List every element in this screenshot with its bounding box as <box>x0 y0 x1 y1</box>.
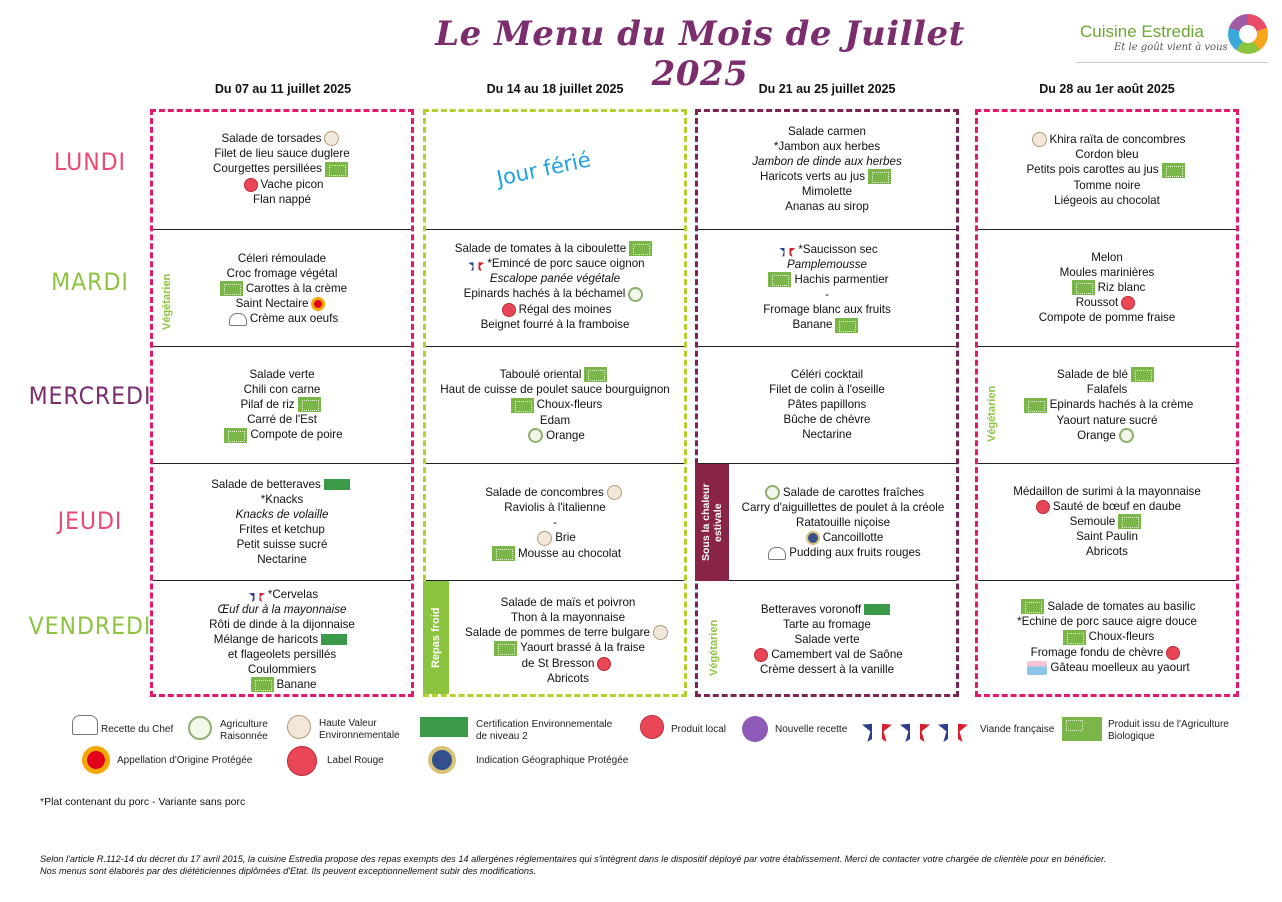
menu-item: Petits pois carottes au jus <box>978 162 1236 177</box>
menu-cell-w4-mercredi <box>978 347 1236 464</box>
allergen-note: Selon l'article R.112-14 du décret du 17 avril 2015, la cuisine Estredia propose des repas exempts des 14 allergènes réglementaires qui s'intègrent dans le dispositif déployé par votre établissement. Merci de contacter votre chargée de clientèle pour en bénéficier. <box>40 854 1107 864</box>
menu-item: Camembert val de Saône <box>698 647 956 662</box>
menu-item: Frites et ketchup <box>239 523 325 536</box>
menu-cell-w1-vendredi <box>153 581 411 694</box>
certif-env-icon <box>321 634 347 645</box>
week-column-2 <box>423 109 687 697</box>
menu-item: Pudding aux fruits rouges <box>730 545 956 560</box>
menu-items <box>153 367 411 443</box>
menu-cell-w2-jeudi <box>426 464 684 581</box>
menu-item: Pâtes papillons <box>787 398 867 411</box>
day-label-lundi: LUNDI <box>53 148 126 176</box>
menu-item: *Saucisson sec <box>698 242 956 257</box>
menu-item: Choux-fleurs <box>426 397 684 412</box>
menu-item: Fromage blanc aux fruits <box>763 303 891 317</box>
week-column-3 <box>695 109 959 697</box>
legend-certif-env: Certification Environnementale de niveau 2 <box>476 719 613 742</box>
vegetarien-tag: Végétarien <box>986 385 998 442</box>
menu-item: Chili con carne <box>243 383 321 396</box>
produit-local-icon <box>502 303 516 317</box>
bio-icon <box>584 367 607 382</box>
produit-local-icon <box>244 178 258 192</box>
menu-items <box>698 367 956 442</box>
menu-item: Médaillon de surimi à la mayonnaise <box>1013 485 1201 498</box>
cake-icon <box>1027 661 1047 675</box>
menu-item: Moules marinières <box>1059 266 1155 279</box>
brand-divider <box>1076 62 1268 63</box>
menu-items <box>978 250 1236 325</box>
chef-hat-icon <box>768 547 786 560</box>
menu-item: Saint Nectaire <box>153 296 411 311</box>
repas-froid-band: Repas froid <box>423 581 449 694</box>
menu-cell-w1-jeudi <box>153 464 411 581</box>
menu-items <box>978 132 1236 208</box>
menu-item: Pilaf de riz <box>153 397 411 412</box>
produit-local-icon <box>597 657 611 671</box>
menu-item: Salade de concombres <box>426 485 684 500</box>
week-header-2: Du 14 au 18 juillet 2025 <box>486 82 624 96</box>
menu-item: Céleri rémoulade <box>237 252 327 265</box>
legend-viande-francaise: Viande française <box>980 724 1055 735</box>
menu-cell-w3-mercredi <box>698 347 956 464</box>
menu-cell-w4-vendredi <box>978 581 1236 694</box>
hve-icon <box>607 485 622 500</box>
vegetarien-tag: Végétarien <box>708 619 720 676</box>
menu-item: Salade de betteraves <box>153 477 411 492</box>
menu-item: Crème dessert à la vanille <box>759 663 895 676</box>
jour-ferie-label: Jour férié <box>494 147 593 191</box>
brand-tagline: Et le goût vient à vous <box>1114 42 1228 53</box>
day-label-jeudi: JEUDI <box>57 507 123 535</box>
hve-icon <box>287 715 311 739</box>
menu-item: Salade de pommes de terre bulgare <box>452 625 684 640</box>
week-header-4: Du 28 au 1er août 2025 <box>1039 82 1175 96</box>
legal-footnote <box>40 853 1240 877</box>
menu-item: Carottes à la crème <box>153 281 411 296</box>
menu-item: Orange <box>426 428 684 443</box>
menu-item: Salade de tomates au basilic <box>978 599 1236 614</box>
bio-icon <box>511 398 534 413</box>
agriculture-raisonnee-icon <box>1119 428 1134 443</box>
agriculture-raisonnee-icon <box>628 287 643 302</box>
menu-item: Compote de pomme fraise <box>1038 311 1176 325</box>
legend-aop: Appellation d'Origine Protégée <box>117 755 253 766</box>
menu-items <box>426 241 684 332</box>
menu-cell-w2-mercredi <box>426 347 684 464</box>
bio-icon <box>224 428 247 443</box>
menu-item: Salade de tomates à la ciboulette <box>426 241 684 256</box>
brand-name <box>1080 22 1230 42</box>
menu-items <box>153 131 411 207</box>
certif-env-icon <box>864 604 890 615</box>
legend-agriculture-raisonnee: Agriculture Raisonnée <box>220 719 268 742</box>
bio-icon <box>325 162 348 177</box>
menu-item: Bûche de chèvre <box>783 413 871 426</box>
week-header-1: Du 07 au 11 juillet 2025 <box>214 82 352 96</box>
bio-icon <box>1024 398 1047 413</box>
week-header-3: Du 21 au 25 juillet 2025 <box>758 82 896 96</box>
menu-item: Mimolette <box>801 185 853 199</box>
bio-icon <box>220 281 243 296</box>
menu-item: - <box>825 288 829 302</box>
menu-items <box>698 602 956 677</box>
menu-item: Liégeois au chocolat <box>1054 193 1160 207</box>
legend-hve: Haute Valeur Environnementale <box>319 718 400 741</box>
bio-icon <box>1131 367 1154 382</box>
menu-item: Régal des moines <box>426 302 684 317</box>
menu-items <box>153 477 411 567</box>
chef-hat-icon <box>72 715 98 735</box>
menu-item: Œuf dur à la mayonnaise <box>217 603 347 616</box>
bio-icon <box>768 272 791 287</box>
certif-env-icon <box>420 717 468 737</box>
bio-icon <box>251 677 274 692</box>
day-label-mardi: MARDI <box>51 268 129 296</box>
volaille-francaise-icon <box>938 714 968 742</box>
menu-item: Coulommiers <box>247 663 317 676</box>
menu-item: Tomme noire <box>1073 178 1141 192</box>
legend-recette-chef: Recette du Chef <box>101 724 174 735</box>
menu-item: Rôti de dinde à la dijonnaise <box>209 618 355 631</box>
legend-igp: Indication Géographique Protégée <box>476 755 629 766</box>
menu-item: Betteraves voronoff <box>698 602 956 617</box>
menu-item: Croc fromage végétal <box>226 267 338 280</box>
menu-item: Petit suisse sucré <box>236 538 328 551</box>
brand-logo-icon <box>1228 14 1268 54</box>
menu-item: Haricots verts au jus <box>698 169 956 184</box>
menu-item: *Cervelas <box>153 587 411 602</box>
brand-name-part1: Cuisine <box>1080 22 1142 41</box>
menu-item: Salade verte <box>794 633 860 646</box>
week-column-1 <box>150 109 414 697</box>
menu-item: Salade de carottes fraîches <box>730 485 956 500</box>
menu-item: Sauté de bœuf en daube <box>978 499 1236 514</box>
day-label-vendredi: VENDREDI <box>28 612 152 640</box>
menu-item: Nectarine <box>257 553 307 566</box>
menu-cell-w1-mardi <box>153 230 411 347</box>
legend-bio: Produit issu de l'Agriculture Biologique <box>1108 719 1229 742</box>
aop-icon <box>311 297 325 311</box>
menu-item: Flan nappé <box>252 192 311 206</box>
label-rouge-icon <box>287 746 317 776</box>
menu-item: *Knacks <box>260 493 304 506</box>
menu-item: Carré de l'Est <box>247 413 317 427</box>
viande-france-icon <box>862 714 892 742</box>
menu-item: Salade de blé <box>978 367 1236 382</box>
bio-icon <box>298 397 321 412</box>
menu-item: Cordon bleu <box>1075 148 1139 162</box>
bio-icon <box>1062 717 1102 741</box>
menu-item: Hachis parmentier <box>698 272 956 287</box>
menu-item: Knacks de volaille <box>235 508 329 521</box>
produit-local-icon <box>1036 500 1050 514</box>
menu-items <box>426 485 684 561</box>
menu-item: Salade de maïs et poivron <box>500 596 636 609</box>
menu-item: Abricots <box>1086 545 1128 559</box>
menu-item: Choux-fleurs <box>978 629 1236 644</box>
agriculture-raisonnee-icon <box>528 428 543 443</box>
menu-item: Pamplemousse <box>787 258 867 271</box>
menu-item: - <box>553 516 557 530</box>
menu-item: Khira raïta de concombres <box>978 132 1236 147</box>
menu-item: Banane <box>698 317 956 332</box>
bio-icon <box>1021 599 1044 614</box>
week-column-4 <box>975 109 1239 697</box>
aop-icon <box>82 746 110 774</box>
bio-icon <box>629 241 652 256</box>
hve-icon <box>537 531 552 546</box>
menu-item: Ratatouille niçoise <box>795 516 891 530</box>
menu-cell-w2-lundi <box>426 112 684 230</box>
hve-icon <box>1032 132 1047 147</box>
produit-local-icon <box>640 715 664 739</box>
bio-icon <box>494 641 517 656</box>
menu-item: Salade de torsades <box>153 131 411 146</box>
produit-local-icon <box>1121 296 1135 310</box>
bio-icon <box>868 169 891 184</box>
menu-item: Salade carmen <box>788 125 866 138</box>
menu-items <box>426 367 684 443</box>
menu-item: Ananas au sirop <box>785 200 869 214</box>
porc-footnote: *Plat contenant du porc - Variante sans porc <box>40 796 246 808</box>
menu-item: Semoule <box>978 514 1236 529</box>
menu-item: Filet de lieu sauce duglere <box>214 147 350 161</box>
menu-items <box>153 587 411 692</box>
hve-icon <box>653 625 668 640</box>
menu-item: Crème aux oeufs <box>153 311 411 326</box>
menu-item: Vache picon <box>153 177 411 192</box>
brand-name-part2: Estredia <box>1141 22 1204 41</box>
menu-cell-w3-mardi <box>698 230 956 347</box>
menu-items <box>452 595 684 686</box>
certif-env-icon <box>324 479 350 490</box>
menu-item: Saint Paulin <box>1076 530 1138 544</box>
menu-cell-w1-lundi <box>153 112 411 230</box>
menu-item: Brie <box>426 530 684 545</box>
bio-icon <box>1118 514 1141 529</box>
menu-cell-w4-jeudi <box>978 464 1236 581</box>
menu-item: Raviolis à l'italienne <box>504 501 606 515</box>
menu-items <box>978 599 1236 675</box>
produit-local-icon <box>1166 646 1180 660</box>
menu-items <box>730 485 956 560</box>
menu-items <box>978 484 1236 559</box>
menu-item: Fromage fondu de chèvre <box>978 645 1236 660</box>
menu-item: et flageolets persillés <box>227 648 337 661</box>
menu-item: Orange <box>978 428 1236 443</box>
agriculture-raisonnee-icon <box>188 716 212 740</box>
day-label-mercredi: MERCREDI <box>28 382 152 410</box>
menu-item: Carry d'aiguillettes de poulet à la créole <box>741 501 945 515</box>
menu-item: Roussot <box>978 295 1236 310</box>
menu-items <box>698 242 956 333</box>
hve-icon <box>324 131 339 146</box>
viande-francaise-icon <box>249 588 265 602</box>
bio-icon <box>835 318 858 333</box>
menu-item: Jambon de dinde aux herbes <box>752 155 902 168</box>
menu-item: Céléri cocktail <box>790 368 864 381</box>
menu-item: Mousse au chocolat <box>426 546 684 561</box>
menu-item: Nectarine <box>802 428 852 441</box>
menu-item: Falafels <box>1086 383 1128 397</box>
menu-item: *Emincé de porc sauce oignon <box>426 256 684 271</box>
menu-item: *Echine de porc sauce aigre douce <box>1017 615 1197 629</box>
porc-francais-icon <box>900 714 930 742</box>
menu-item: Epinards hachés à la béchamel <box>426 286 684 301</box>
bio-icon <box>1072 280 1095 295</box>
menu-item: Compote de poire <box>153 427 411 442</box>
menu-item: Mélange de haricots <box>153 632 411 647</box>
menu-item: Banane <box>153 677 411 692</box>
menu-items <box>978 367 1236 443</box>
menu-cell-w4-lundi <box>978 112 1236 230</box>
bio-icon <box>492 546 515 561</box>
menu-item: Taboulé oriental <box>426 367 684 382</box>
menu-item: de St Bresson <box>452 656 684 671</box>
chef-hat-icon <box>229 313 247 326</box>
viande-francaise-icon <box>468 257 484 271</box>
produit-local-icon <box>754 648 768 662</box>
menu-cell-w3-lundi <box>698 112 956 230</box>
menu-item: Abricots <box>547 671 589 685</box>
legend-nouvelle-recette: Nouvelle recette <box>775 724 848 735</box>
menu-item: Filet de colin à l'oseille <box>769 383 885 396</box>
igp-icon <box>428 746 456 774</box>
bio-icon <box>1063 630 1086 645</box>
menu-item: Beignet fourré à la framboise <box>480 317 630 331</box>
agriculture-raisonnee-icon <box>765 485 780 500</box>
menu-item: Tarte au fromage <box>783 618 871 631</box>
menu-cell-w3-jeudi <box>698 464 956 581</box>
igp-icon <box>806 531 820 545</box>
menu-item: Courgettes persillées <box>153 161 411 176</box>
page-title: Le Menu du Mois de Juillet 2025 <box>435 14 965 94</box>
menu-item: Cancoillotte <box>730 530 956 545</box>
menu-item: Gâteau moelleux au yaourt <box>978 660 1236 675</box>
chaleur-estivale-band: Sous la chaleur estivale <box>695 464 729 581</box>
bio-icon <box>1162 163 1185 178</box>
viande-francaise-icon <box>779 243 795 257</box>
dietician-note: Nos menus sont élaborés par des diététiciennes diplômées d'Etat. Ils peuvent exceptionnellement subir des modifications. <box>40 866 537 876</box>
menu-item: Riz blanc <box>978 280 1236 295</box>
menu-items <box>698 124 956 214</box>
menu-cell-w4-mardi <box>978 230 1236 347</box>
menu-item: Thon à la mayonnaise <box>510 611 626 624</box>
menu-item: Melon <box>1091 251 1123 264</box>
nouvelle-recette-icon <box>742 716 768 742</box>
legend-produit-local: Produit local <box>671 724 727 735</box>
menu-items <box>153 251 411 326</box>
menu-item: *Jambon aux herbes <box>773 140 881 153</box>
menu-cell-w2-mardi <box>426 230 684 347</box>
menu-cell-w3-vendredi <box>698 581 956 694</box>
brand-block <box>1080 22 1230 53</box>
menu-item: Edam <box>539 413 571 427</box>
menu-item: Haut de cuisse de poulet sauce bourguignon <box>440 383 670 397</box>
legend-label-rouge: Label Rouge <box>327 755 384 766</box>
menu-item: Yaourt nature sucré <box>1056 413 1158 427</box>
vegetarien-tag: Végétarien <box>161 273 173 330</box>
menu-item: Salade verte <box>249 368 315 381</box>
menu-cell-w2-vendredi <box>426 581 684 694</box>
menu-item: Epinards hachés à la crème <box>978 397 1236 412</box>
menu-item: Yaourt brassé à la fraise <box>452 640 684 655</box>
menu-item: Escalope panée végétale <box>489 272 621 286</box>
menu-cell-w1-mercredi <box>153 347 411 464</box>
